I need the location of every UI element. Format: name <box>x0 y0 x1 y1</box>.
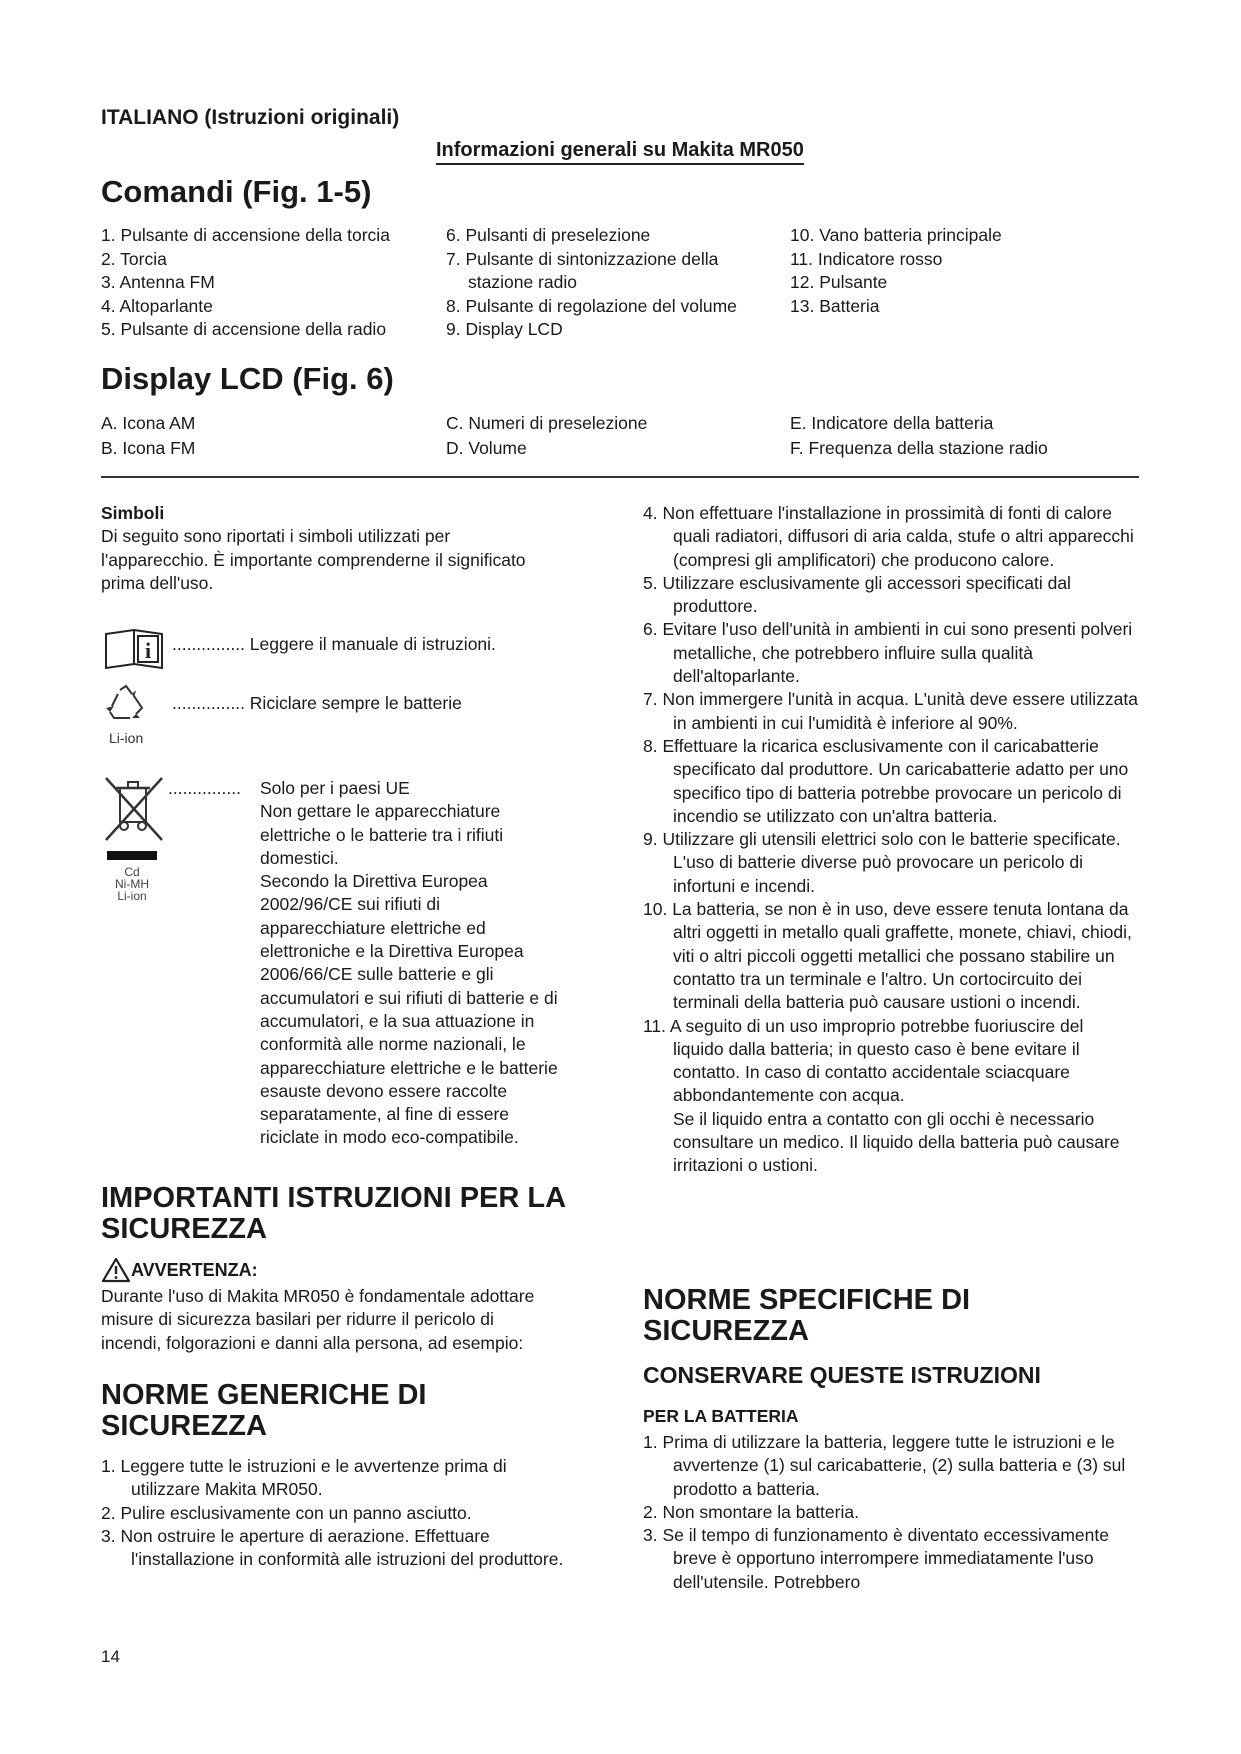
specific-rules-title <box>643 1285 970 1347</box>
eu-line: accumulatori e sui rifiuti di batterie e di <box>260 987 558 1008</box>
lcd-item: C. Numeri di preselezione <box>446 413 648 433</box>
eu-line: domestici. <box>260 847 339 868</box>
control-item: 4. Altoparlante <box>101 295 213 316</box>
list-item: 3. Se il tempo di funzionamento è diventato eccessivamente breve è opportuno interrompere immediatamente l'uso dell'utensile. Potrebbero <box>643 1525 1109 1592</box>
eu-symbol-text <box>260 777 600 1150</box>
specific-title-line: NORME SPECIFICHE DI <box>643 1284 971 1316</box>
symbols-heading: Simboli <box>101 503 165 523</box>
eu-line: conformità alle norme nazionali, le <box>260 1034 526 1055</box>
manual-symbol-text: ............... Leggere il manuale di istruzioni. <box>172 634 496 654</box>
document-subtitle: Informazioni generali su Makita MR050 <box>436 139 804 165</box>
safety-list-continued <box>643 502 1138 1178</box>
bin-label: Cd <box>124 865 140 879</box>
lcd-item: F. Frequenza della stazione radio <box>790 438 1048 458</box>
control-item-continued: stazione radio <box>468 272 577 292</box>
safety-title-line: IMPORTANTI ISTRUZIONI PER LA <box>101 1182 567 1214</box>
list-item: 1. Leggere tutte le istruzioni e le avvertenze prima di utilizzare Makita MR050. <box>101 1456 507 1500</box>
eu-line: apparecchiature elettriche ed <box>260 917 486 938</box>
general-title-line: SICUREZZA <box>101 1410 267 1442</box>
section-divider <box>101 476 1139 478</box>
bin-chemistry-labels <box>107 866 157 902</box>
control-item: 5. Pulsante di accensione della radio <box>101 319 387 339</box>
control-item: 9. Display LCD <box>446 319 563 339</box>
control-item: 11. Indicatore rosso <box>790 248 943 269</box>
eu-line: apparecchiature elettriche e le batterie <box>260 1057 558 1078</box>
list-item-continued: Se il liquido entra a contatto con gli occhi è necessario consultare un medico. Il liquido della batteria può causare irritazioni o ustioni. <box>673 1108 1120 1176</box>
bin-underline-bar <box>107 851 157 860</box>
warning-line: misure di sicurezza basilari per ridurre il pericolo di <box>101 1309 494 1330</box>
bin-label: Ni-MH <box>115 877 149 891</box>
controls-col-1 <box>101 224 390 342</box>
general-rules-title <box>101 1380 426 1442</box>
list-item: 7. Non immergere l'unità in acqua. L'unità deve essere utilizzata in ambienti in cui l'umidità è inferiore al 90%. <box>643 689 1139 733</box>
battery-rules-list <box>643 1431 1138 1594</box>
list-item: 6. Evitare l'uso dell'unità in ambienti in cui sono presenti polveri metalliche, che potrebbero influire sulla qualità dell'altoparlante. <box>643 619 1133 687</box>
controls-title: Comandi (Fig. 1-5) <box>101 174 372 209</box>
control-item: 2. Torcia <box>101 248 167 269</box>
general-rules-list <box>101 1455 571 1571</box>
eu-dots: ............... <box>168 778 241 798</box>
battery-heading: PER LA BATTERIA <box>643 1406 799 1426</box>
general-title-line: NORME GENERICHE DI <box>101 1379 427 1411</box>
eu-line: accumulatori, e la sua attuazione in <box>260 1010 535 1031</box>
safety-title-line: SICUREZZA <box>101 1213 267 1245</box>
eu-line: riciclate in modo eco-compatibile. <box>260 1127 519 1148</box>
keep-instructions-heading: CONSERVARE QUESTE ISTRUZIONI <box>643 1362 1041 1388</box>
controls-col-2 <box>446 224 737 342</box>
list-item: 8. Effettuare la ricarica esclusivamente con il caricabatterie specificato dal produttore. Un caricabatterie adatto per uno specifico tipo di batteria potrebbe provocare un pericolo di incendio se utilizzato con un'altra batteria. <box>643 735 1129 826</box>
read-manual-icon <box>104 628 164 670</box>
control-item: 8. Pulsante di regolazione del volume <box>446 295 737 316</box>
list-item: 11. A seguito di un uso improprio potrebbe fuoriuscire del liquido dalla batteria; in questo caso è bene evitare il contatto. In caso di contatto accidentale sciacquare abbondantemente con acqua. <box>643 1015 1084 1106</box>
specific-title-line: SICUREZZA <box>643 1315 809 1347</box>
list-item: 2. Non smontare la batteria. <box>643 1501 859 1522</box>
lcd-col-1 <box>101 411 195 461</box>
list-item: 10. La batteria, se non è in uso, deve essere tenuta lontana da altri oggetti in metallo quali graffette, monete, chiavi, chiodi, viti o altri piccoli oggetti metallici che possano stabilire un contatto tra un terminale e l'altro. Un cortocircuito dei terminali della batteria può causare ustioni o incendi. <box>643 899 1132 1013</box>
lcd-col-3 <box>790 411 1048 461</box>
list-item: 3. Non ostruire le aperture di aerazione. Effettuare l'installazione in conformità alle istruzioni del produttore. <box>101 1525 564 1570</box>
warning-heading <box>101 1257 258 1283</box>
symbols-section <box>101 502 621 595</box>
safety-title <box>101 1183 566 1245</box>
page-number: 14 <box>101 1647 120 1666</box>
eu-line: 2002/96/CE sui rifiuti di <box>260 894 440 915</box>
li-ion-label: Li-ion <box>109 730 144 746</box>
eu-line: elettroniche e la Direttiva Europea <box>260 941 524 962</box>
lcd-item: A. Icona AM <box>101 413 196 433</box>
lcd-col-2 <box>446 411 647 461</box>
eu-line: Solo per i paesi UE <box>260 778 410 798</box>
eu-line: Non gettare le apparecchiature <box>260 801 501 822</box>
warning-triangle-icon <box>101 1257 131 1283</box>
eu-line: esauste devono essere raccolte <box>260 1080 508 1101</box>
warning-label: AVVERTENZA: <box>131 1259 258 1280</box>
symbols-intro-line: Di seguito sono riportati i simboli utilizzati per <box>101 526 451 547</box>
list-item: 4. Non effettuare l'installazione in prossimità di fonti di calore quali radiatori, diffusori di aria calda, stufe o altri apparecchi (compresi gli amplificatori) che producono calore. <box>643 503 1134 570</box>
symbols-intro-line: l'apparecchio. È importante comprenderne il significato <box>101 549 526 570</box>
control-item: 3. Antenna FM <box>101 272 215 292</box>
bin-label: Li-ion <box>117 889 147 903</box>
list-item: 9. Utilizzare gli utensili elettrici solo con le batterie specificate. L'uso di batterie diverse può provocare un pericolo di infortuni e incendi. <box>643 829 1121 896</box>
lcd-item: D. Volume <box>446 438 527 458</box>
control-item: 1. Pulsante di accensione della torcia <box>101 225 390 245</box>
control-item: 13. Batteria <box>790 295 880 316</box>
crossed-bin-icon <box>102 774 166 844</box>
control-item: 10. Vano batteria principale <box>790 225 1002 245</box>
document-language-title: ITALIANO (Istruzioni originali) <box>101 106 400 129</box>
eu-line: separatamente, al fine di essere <box>260 1104 510 1125</box>
lcd-title: Display LCD (Fig. 6) <box>101 361 394 396</box>
eu-line: Secondo la Direttiva Europea <box>260 871 488 892</box>
recycle-icon <box>104 684 148 726</box>
eu-line: 2006/66/CE sulle batterie e gli <box>260 964 494 985</box>
controls-col-3 <box>790 224 1002 318</box>
list-item: 1. Prima di utilizzare la batteria, leggere tutte le istruzioni e le avvertenze (1) sul caricabatterie, (2) sulla batteria e (3) sul prodotto a batteria. <box>643 1432 1126 1499</box>
lcd-item: E. Indicatore della batteria <box>790 413 994 433</box>
svg-text:i: i <box>144 638 152 663</box>
warning-line: Durante l'uso di Makita MR050 è fondamentale adottare <box>101 1286 535 1306</box>
list-item: 5. Utilizzare esclusivamente gli accessori specificati dal produttore. <box>643 572 1071 617</box>
control-item: 12. Pulsante <box>790 272 888 292</box>
warning-text <box>101 1285 621 1355</box>
control-item: 6. Pulsanti di preselezione <box>446 225 651 245</box>
lcd-item: B. Icona FM <box>101 438 196 458</box>
recycle-symbol-text: ............... Riciclare sempre le batterie <box>172 693 462 713</box>
control-item: 7. Pulsante di sintonizzazione della <box>446 248 719 269</box>
eu-line: elettriche o le batterie tra i rifiuti <box>260 824 504 845</box>
list-item: 2. Pulire esclusivamente con un panno asciutto. <box>101 1502 472 1523</box>
warning-line: incendi, folgorazioni e danni alla persona, ad esempio: <box>101 1332 524 1353</box>
symbols-intro-line: prima dell'uso. <box>101 572 214 593</box>
